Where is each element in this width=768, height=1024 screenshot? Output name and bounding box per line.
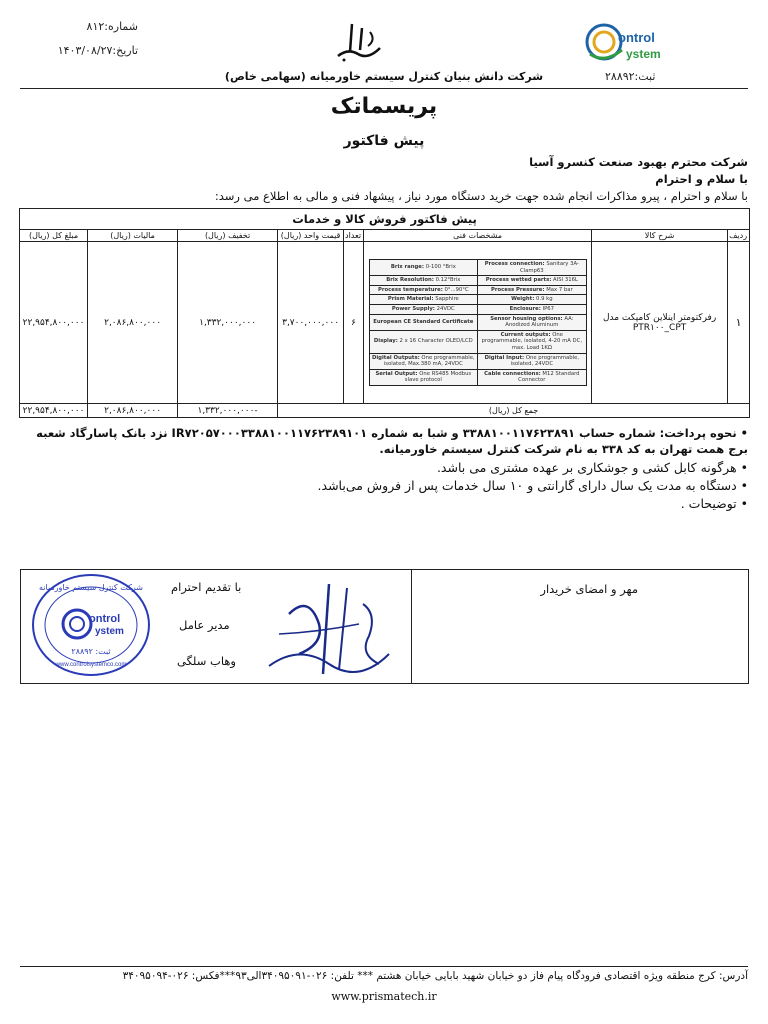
spec-cell: Display: 2 x 16 Character OLED/LCD xyxy=(369,330,478,353)
header-divider xyxy=(20,88,748,89)
handwritten-signature xyxy=(259,574,399,682)
sum-total: ۲۲,۹۵۴,۸۰۰,۰۰۰ xyxy=(20,404,88,418)
spec-cell: Process temperature: 0°...90°C xyxy=(369,285,478,295)
spec-row xyxy=(369,330,586,353)
spec-row xyxy=(369,314,586,330)
col-discount: تخفیف (ریال) xyxy=(178,230,278,242)
cabling-note: • هرگونه کابل کشی و جوشکاری بر عهده مشتری می باشد. xyxy=(436,460,748,476)
sum-tax: ۲,۰۸۶,۸۰۰,۰۰۰ xyxy=(88,404,178,418)
spec-cell: Sensor housing options: AA: Anodized Aluminum xyxy=(478,314,587,330)
col-unit-price: قیمت واحد (ریال) xyxy=(278,230,344,242)
item-specs xyxy=(364,242,592,404)
item-unit-price: ۳,۷۰۰,۰۰۰,۰۰۰ xyxy=(278,242,344,404)
signature-box xyxy=(20,569,749,684)
notes xyxy=(20,426,748,514)
sum-label: جمع کل (ریال) xyxy=(278,404,750,418)
table-row xyxy=(20,242,750,404)
spec-cell: Digital Input: One programmable, isolated, 24VDC xyxy=(478,353,587,369)
spec-cell: Process connection: Sanitary 3A-Clamp63 xyxy=(478,259,587,275)
spec-row xyxy=(369,304,586,314)
spec-cell: Brix range: 0-100 °Brix xyxy=(369,259,478,275)
col-description: شرح کالا xyxy=(592,230,728,242)
spec-cell: Weight: 0.9 kg xyxy=(478,295,587,305)
greeting: با سلام و احترام xyxy=(655,172,748,186)
svg-text:ontrol: ontrol xyxy=(89,613,121,625)
table-sum-row xyxy=(20,404,750,418)
svg-text:www.controlsystemco.com: www.controlsystemco.com xyxy=(55,662,127,668)
spec-row xyxy=(369,295,586,305)
spec-cell: Process Pressure: Max 7 bar xyxy=(478,285,587,295)
col-tax: مالیات (ریال) xyxy=(88,230,178,242)
svg-text:ystem: ystem xyxy=(95,626,124,637)
spec-row xyxy=(369,285,586,295)
svg-text:شرکت کنترل سیستم خاورمیانه: شرکت کنترل سیستم خاورمیانه xyxy=(38,583,144,592)
col-row-no: ردیف xyxy=(728,230,750,242)
svg-text:ontrol: ontrol xyxy=(618,30,655,45)
col-total: مبلغ کل (ریال) xyxy=(20,230,88,242)
calligraphy-emblem xyxy=(330,18,386,66)
spec-row xyxy=(369,276,586,286)
regards-label: با تقدیم احترام xyxy=(171,580,242,594)
items-table xyxy=(19,208,750,418)
svg-text:ystem: ystem xyxy=(626,47,661,61)
website-link[interactable]: www.prismatech.ir xyxy=(331,990,437,1003)
spec-cell: Enclosure: IP67 xyxy=(478,304,587,314)
row-number: ۱ xyxy=(728,242,750,404)
item-quantity: ۶ xyxy=(344,242,364,404)
warranty-note: • دستگاه به مدت یک سال دارای گارانتی و ۱۰ سال خدمات پس از فروش می‌باشد. xyxy=(317,478,748,494)
company-logo xyxy=(582,20,672,68)
spec-row xyxy=(369,353,586,369)
remarks-note: • توضیحات . xyxy=(680,496,748,512)
brand-title: پریسماتک xyxy=(330,94,438,119)
spec-cell: Prism Material: Sapphire xyxy=(369,295,478,305)
table-caption: پیش فاکتور فروش کالا و خدمات xyxy=(20,209,750,230)
spec-row xyxy=(369,259,586,275)
col-specs: مشخصات فنی xyxy=(364,230,592,242)
col-quantity: تعداد xyxy=(344,230,364,242)
spec-cell: Cable connections: M12 Standard Connector xyxy=(478,369,587,385)
sum-discount: ۱,۳۳۲,۰۰۰,۰۰۰- xyxy=(178,404,278,418)
company-name: شرکت دانش بنیان کنترل سیستم خاورمیانه (سهامی خاص) xyxy=(224,70,544,83)
spec-cell: Brix Resolution: 0.12°Brix xyxy=(369,276,478,286)
spec-row xyxy=(369,369,586,385)
spec-cell: Serial Output: One RS485 Modbus slave protocol xyxy=(369,369,478,385)
registration-number: ثبت:۲۸۸۹۲ xyxy=(605,70,656,83)
specs-table xyxy=(369,259,587,386)
item-description: رفرکتومتر اینلاین کامپکت مدل PTR۱۰۰_CPT xyxy=(592,242,728,404)
table-header-row xyxy=(20,230,750,242)
footer-divider xyxy=(20,966,748,967)
buyer-signature-label: مهر و امضای خریدار xyxy=(540,582,638,596)
ceo-title: مدیر عامل xyxy=(179,618,230,632)
spec-cell: Process wetted parts: AISI 316L xyxy=(478,276,587,286)
company-stamp xyxy=(29,572,153,678)
recipient: شرکت محترم بهبود صنعت کنسرو آسیا xyxy=(529,155,748,169)
ceo-name: وهاب سلگی xyxy=(177,654,236,668)
spec-cell: Power Supply: 24VDC xyxy=(369,304,478,314)
letter-number: شماره:۸۱۲ xyxy=(86,20,138,33)
svg-text:ثبت: ۲۸۸۹۲: ثبت: ۲۸۸۹۲ xyxy=(71,647,111,656)
spec-cell: Current outputs: One programmable, isolated, 4-20 mA DC, max. Load 1KΩ xyxy=(478,330,587,353)
intro-text: با سلام و احترام ، پیرو مذاکرات انجام شده جهت خرید دستگاه مورد نیاز ، پیشهاد فنی و مالی به اطلاع می رسد: xyxy=(214,189,748,203)
footer-address: آدرس: کرج منطقه ویژه اقتصادی فرودگاه پیام فاز دو خیابان شهید بابایی خیابان هشتم *** تلفن: ۰۲۶-۳۴۰۹۵۰۹۱الی۹۳***فکس: ۰۲۶-۳۴۰۹۵۰۹۴ xyxy=(122,970,748,982)
letter-date: تاریخ:۱۴۰۳/۰۸/۲۷ xyxy=(57,44,138,57)
payment-note: • نحوه پرداخت: شماره حساب ۳۳۸۸۱۰۰۱۱۷۶۲۳۸۹۱ و شبا به شماره IR۷۲۰۵۷۰۰۰۳۳۸۸۱۰۰۱۱۷۶۲۳۸۹۱۰۱ نزد بانک پاسارگاد شعبه برج همت تهران به کد ۳۳۸ به نام شرکت کنترل سیستم خاورمیانه. xyxy=(36,426,748,456)
document-title: پیش فاکتور xyxy=(343,133,425,149)
item-total: ۲۲,۹۵۴,۸۰۰,۰۰۰ xyxy=(20,242,88,404)
spec-cell: Digital Outputs: One programmable, isolated, Max.380 mA, 24VDC xyxy=(369,353,478,369)
item-tax: ۲,۰۸۶,۸۰۰,۰۰۰ xyxy=(88,242,178,404)
spec-cell: European CE Standard Certificate xyxy=(369,314,478,330)
signature-divider xyxy=(411,570,412,683)
item-discount: ۱,۳۳۲,۰۰۰,۰۰۰ xyxy=(178,242,278,404)
